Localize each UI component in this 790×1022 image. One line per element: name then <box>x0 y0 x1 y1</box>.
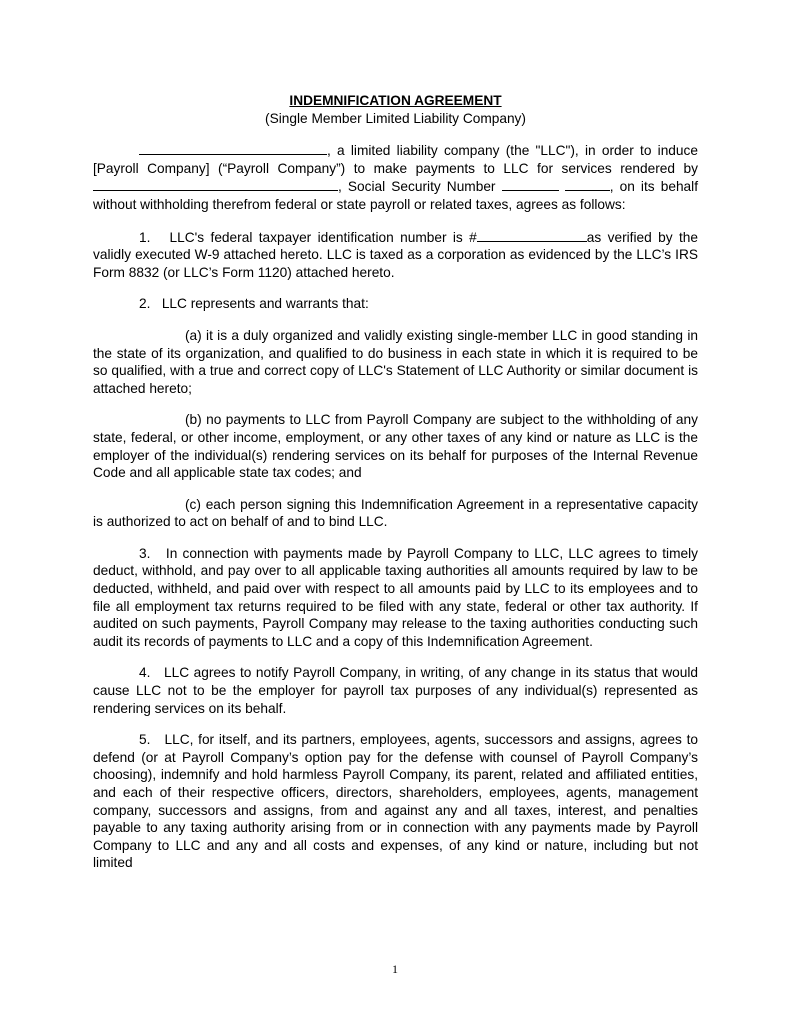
document-page <box>93 92 698 886</box>
intro-text-1: , a limited liability company (the "LLC"), in order to induce [Payroll Company] (“Payroll Company”) to make payments to LLC for services rendered by <box>93 143 698 176</box>
paragraph-1-text-1: 1. LLC's federal taxpayer identification number is # <box>139 229 477 245</box>
document-subtitle: (Single Member Limited Liability Company) <box>265 110 526 126</box>
rendered-by-blank <box>93 177 338 191</box>
intro-text-3: , on its behalf without withholding therefrom federal or state payroll or related taxes, agrees as follows: <box>93 179 699 212</box>
ssn-blank-2 <box>565 177 610 191</box>
page-number: 1 <box>392 962 398 976</box>
tin-blank <box>477 228 587 242</box>
intro-paragraph <box>93 141 698 213</box>
paragraph-2: 2. LLC represents and warrants that: <box>139 296 369 312</box>
paragraph-5: 5. LLC, for itself, and its partners, employees, agents, successors and assigns, agrees to defend (or at Payroll Company’s option pay for the defense with counsel of Payroll Company’s choosing), indemnify and hold harmless Payroll Company, its parent, related and affiliated entities, and each of their respective officers, directors, shareholders, employees, agents, management company, successors and assigns, from and against any and all taxes, interest, and penalties payable to any taxing authority arising from or in connection with any payments made by Payroll Company to LLC and any and all costs and expenses, of any kind or nature, including but not limited <box>93 732 698 871</box>
paragraph-3: 3. In connection with payments made by Payroll Company to LLC, LLC agrees to timely deduct, withhold, and pay over to all applicable taxing authorities all amounts required by law to be deducted, withheld, and paid over with respect to all amounts paid by LLC to its employees and to file all employment tax returns required to be filed with any state, federal or other tax authority. If audited on such payments, Payroll Company may release to the taxing authorities conducting such audit its records of payments to LLC and a copy of this Indemnification Agreement. <box>93 545 698 649</box>
paragraph-4: 4. LLC agrees to notify Payroll Company, in writing, of any change in its status that would cause LLC not to be the employer for payroll tax purposes of any individual(s) represented as rendering services on its behalf. <box>93 665 698 716</box>
paragraph-1-text-2: as verified by the validly executed W-9 attached hereto. LLC is taxed as a corporation as evidenced by the LLC’s IRS Form 8832 (or LLC’s Form 1120) attached hereto. <box>93 229 698 280</box>
paragraph-1 <box>93 228 698 282</box>
paragraph-2b: (b) no payments to LLC from Payroll Company are subject to the withholding of any state, federal, or other income, employment, or any other taxes of any kind or nature as LLC is the employer of the individual(s) rendering services on its behalf for purposes of the Internal Revenue Code and all applicable state tax codes; and <box>93 412 698 481</box>
llc-name-blank <box>139 141 327 155</box>
document-title: INDEMNIFICATION AGREEMENT <box>289 93 502 108</box>
ssn-blank-1 <box>502 177 559 191</box>
intro-text-2: , Social Security Number <box>338 179 496 195</box>
paragraph-2c: (c) each person signing this Indemnification Agreement in a representative capacity is authorized to act on behalf of and to bind LLC. <box>93 496 698 530</box>
paragraph-2a: (a) it is a duly organized and validly existing single-member LLC in good standing in the state of its organization, and qualified to do business in each state in which it is required to be so qualified, with a true and correct copy of LLC's Statement of LLC Authority or similar document is attached hereto; <box>93 327 698 396</box>
